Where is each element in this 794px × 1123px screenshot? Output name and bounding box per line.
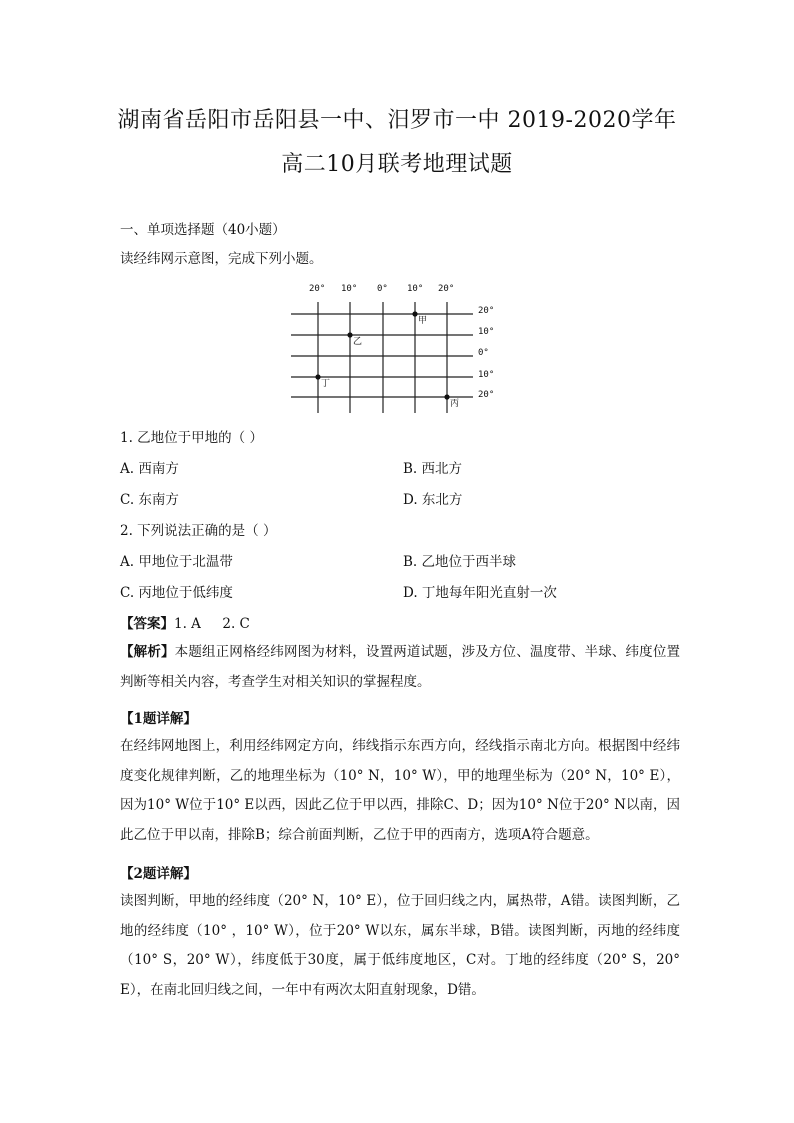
point-label: 甲 (418, 316, 428, 326)
graticule-figure (285, 278, 505, 413)
title-line-2: 高二10月联考地理试题 (281, 152, 513, 177)
point-label: 丙 (450, 399, 460, 409)
answer-label: 【答案】 (120, 616, 174, 632)
lat-label: 20° (478, 306, 495, 316)
question-1-stem: 1. 乙地位于甲地的（ ） (120, 430, 263, 446)
lat-label: 10° (478, 370, 495, 380)
lat-label: 20° (478, 390, 495, 400)
right-latitude-labels (478, 306, 494, 400)
intro-text: 读经纬网示意图，完成下列小题。 (120, 251, 323, 267)
title-line-1: 湖南省岳阳市岳阳县一中、汨罗市一中 2019-2020学年 (117, 108, 677, 133)
point-label: 乙 (353, 337, 363, 347)
question-2-option-d: D. 丁地每年阳光直射一次 (403, 585, 557, 601)
point-marker (347, 332, 352, 337)
detail-2-heading: 【2题详解】 (120, 866, 197, 882)
detail-2-paragraph: 读图判断，甲地的经纬度（20° N，10° E），位于回归线之内，属热带，A错。读图判断，乙地的经纬度（10° ，10° W），位于20° W以东，属东半球，B错。读图判断，丙地的经纬度（10° S，20° W），纬度低于30度，属于低纬度地区，C对。丁地的经纬度（20° S，20° E），在南北回归线之间，一年中有两次太阳直射现象，D错。 (120, 893, 680, 998)
question-2-stem: 2. 下列说法正确的是（ ） (120, 523, 277, 539)
answer-text: 1. A 2. C (174, 616, 250, 632)
top-longitude-labels (309, 284, 454, 294)
question-1-option-c: C. 东南方 (120, 492, 179, 508)
lon-label: 0° (377, 284, 388, 294)
point-label: 丁 (321, 379, 331, 389)
question-1-option-d: D. 东北方 (403, 492, 463, 508)
lon-label: 20° (309, 284, 326, 294)
lon-label: 10° (407, 284, 424, 294)
analysis-label: 【解析】 (120, 644, 175, 660)
lon-label: 10° (341, 284, 358, 294)
question-2-option-c: C. 丙地位于低纬度 (120, 585, 233, 601)
point-marker (412, 311, 417, 316)
lon-label: 20° (438, 284, 455, 294)
question-2-option-b: B. 乙地位于西半球 (403, 554, 517, 570)
answer-line (120, 612, 250, 632)
detail-1-heading: 【1题详解】 (120, 711, 197, 727)
point-marker (315, 374, 320, 379)
point-marker (444, 394, 449, 399)
detail-1-paragraph: 在经纬网地图上，利用经纬网定方向，纬线指示东西方向，经线指示南北方向。根据图中经纬度变化规律判断，乙的地理坐标为（10° N，10° W），甲的地理坐标为（20° N，10° E），因为10° W位于10° E以西，因此乙位于甲以西，排除C、D；因为10° N位于20° N以南，因此乙位于甲以南，排除B；综合前面判断，乙位于甲的西南方，选项A符合题意。 (120, 738, 680, 843)
analysis-text: 本题组正网格经纬网图为材料，设置两道试题，涉及方位、温度带、半球、纬度位置判断等相关内容，考查学生对相关知识的掌握程度。 (120, 644, 681, 690)
lat-label: 10° (478, 327, 495, 337)
question-1-option-a: A. 西南方 (120, 461, 179, 477)
question-1-option-b: B. 西北方 (403, 461, 463, 477)
analysis-paragraph (120, 638, 680, 697)
lat-label: 0° (478, 348, 489, 358)
question-2-option-a: A. 甲地位于北温带 (120, 554, 233, 570)
section-heading: 一、单项选择题（40小题） (120, 222, 286, 238)
